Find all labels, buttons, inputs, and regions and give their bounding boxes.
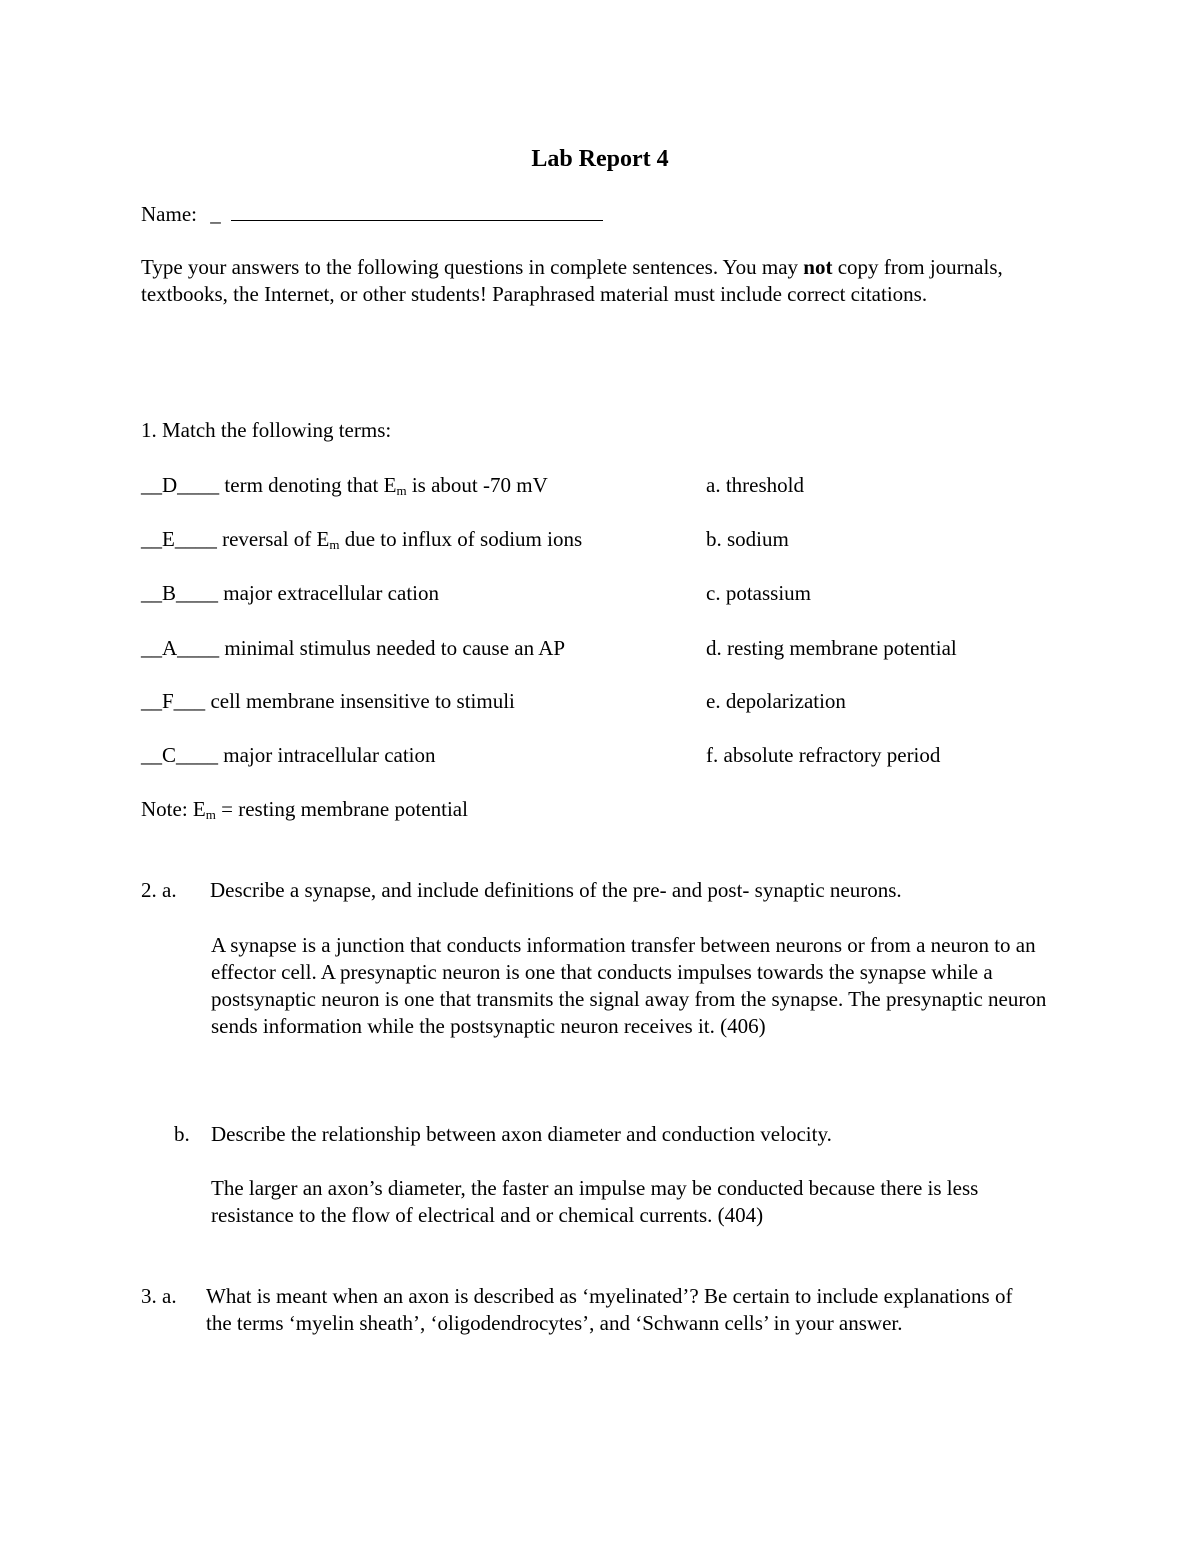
question-3a-text: What is meant when an axon is described as ‘myelinated’? Be certain to include explanations of the terms ‘myelin sheath’, ‘oligodendrocytes’, and ‘Schwann cells’ in your answer. bbox=[206, 1284, 1013, 1335]
question-2a bbox=[141, 877, 902, 904]
match-option-c: c. potassium bbox=[706, 581, 811, 605]
match-row-2-term bbox=[141, 526, 582, 553]
match-row-6-term bbox=[141, 742, 436, 769]
match-row-4-term bbox=[141, 635, 565, 662]
name-label: Name: bbox=[141, 202, 197, 226]
match-option-a: a. threshold bbox=[706, 473, 804, 497]
instructions-text-1: Type your answers to the following questions in complete sentences. You may bbox=[141, 255, 804, 279]
match-option-f: f. absolute refractory period bbox=[706, 743, 941, 767]
match-answer: __D____ bbox=[141, 473, 220, 497]
match-row-3-term bbox=[141, 580, 439, 607]
question-2b-text: Describe the relationship between axon diameter and conduction velocity. bbox=[211, 1122, 832, 1146]
question-2b bbox=[174, 1121, 832, 1148]
question-2a-text: Describe a synapse, and include definitions of the pre- and post- synaptic neurons. bbox=[210, 878, 902, 902]
name-field-row bbox=[141, 201, 603, 228]
match-option-d: d. resting membrane potential bbox=[706, 636, 957, 660]
question-3a-label: 3. a. bbox=[141, 1284, 177, 1308]
answer-2a: A synapse is a junction that conducts information transfer between neurons or from a neuron to an effector cell. A presynaptic neuron is one that conducts impulses towards the synapse while a postsynaptic neuron is one that transmits the signal away from the synapse. The presynaptic neuron sends information while the postsynaptic neuron receives it. (406) bbox=[211, 933, 1047, 1038]
subscript: m bbox=[396, 483, 407, 498]
match-option-b: b. sodium bbox=[706, 527, 789, 551]
note-text: Note: E bbox=[141, 797, 206, 821]
match-option-e: e. depolarization bbox=[706, 689, 846, 713]
question-1-prompt: 1. Match the following terms: bbox=[141, 418, 392, 442]
instructions-bold-not: not bbox=[803, 255, 833, 279]
question-2a-label: 2. a. bbox=[141, 878, 177, 902]
match-term-text: cell membrane insensitive to stimuli bbox=[205, 689, 515, 713]
question-2b-label: b. bbox=[174, 1122, 190, 1146]
match-answer: __E____ bbox=[141, 527, 217, 551]
match-answer: __B____ bbox=[141, 581, 219, 605]
subscript: m bbox=[329, 537, 340, 552]
match-answer: __A____ bbox=[141, 636, 220, 660]
subscript: m bbox=[205, 807, 216, 822]
instructions-text-2: copy from journals, textbooks, the Internet, or other students! Paraphrased material must include correct citations. bbox=[141, 255, 1003, 306]
note-line bbox=[141, 796, 468, 823]
match-row-1-term bbox=[141, 472, 548, 499]
match-answer: __C____ bbox=[141, 743, 219, 767]
page-title: Lab Report 4 bbox=[531, 146, 669, 172]
match-term-text-end: due to influx of sodium ions bbox=[339, 527, 583, 551]
name-blank-line bbox=[231, 202, 603, 221]
name-prefix: _ bbox=[210, 202, 221, 226]
match-term-text-end: is about -70 mV bbox=[406, 473, 548, 497]
match-answer: __F___ bbox=[141, 689, 206, 713]
match-term-text: reversal of E bbox=[216, 527, 330, 551]
match-term-text: term denoting that E bbox=[219, 473, 397, 497]
match-term-text: major extracellular cation bbox=[218, 581, 439, 605]
match-term-text: minimal stimulus needed to cause an AP bbox=[219, 636, 566, 660]
instructions-paragraph bbox=[141, 254, 1041, 308]
match-term-text: major intracellular cation bbox=[218, 743, 436, 767]
note-text-end: = resting membrane potential bbox=[215, 797, 468, 821]
answer-2b: The larger an axon’s diameter, the faster an impulse may be conducted because there is less resistance to the flow of electrical and or chemical currents. (404) bbox=[211, 1176, 979, 1227]
match-row-5-term bbox=[141, 688, 515, 715]
